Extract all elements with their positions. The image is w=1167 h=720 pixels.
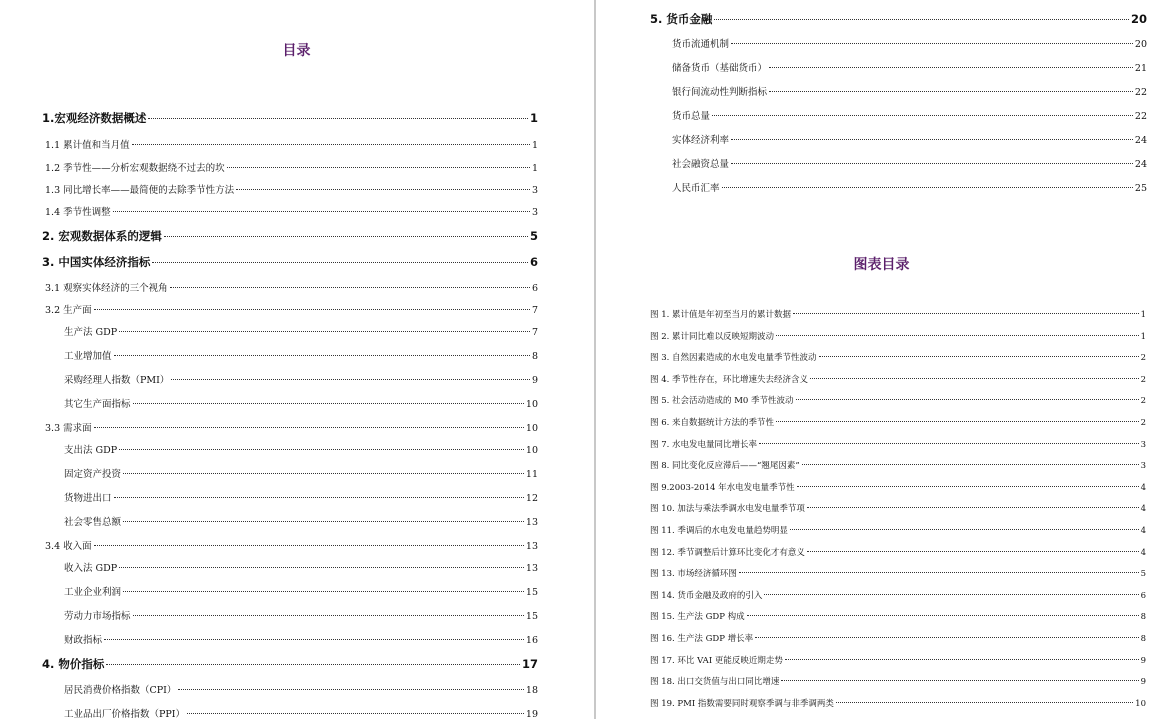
figure-list-item[interactable] bbox=[650, 416, 1146, 428]
toc-entry[interactable] bbox=[672, 84, 1147, 98]
page-number: 15 bbox=[525, 611, 538, 622]
figure-label: 图 7. 水电发电量同比增长率 bbox=[650, 439, 758, 450]
page-number: 12 bbox=[525, 493, 538, 504]
figure-list-item[interactable] bbox=[650, 502, 1146, 514]
dot-leader bbox=[739, 572, 1139, 573]
page-number: 17 bbox=[521, 657, 538, 671]
toc-entry[interactable] bbox=[42, 228, 538, 244]
dot-leader bbox=[712, 115, 1133, 116]
toc-entry-label: 固定资产投资 bbox=[64, 469, 122, 480]
dot-leader bbox=[119, 449, 524, 450]
dot-leader bbox=[807, 507, 1139, 508]
toc-entry[interactable] bbox=[64, 514, 538, 528]
page-number: 13 bbox=[525, 541, 538, 552]
figure-label: 图 18. 出口交货值与出口同比增速 bbox=[650, 677, 780, 688]
page-number: 8 bbox=[531, 351, 538, 362]
dot-leader bbox=[797, 486, 1139, 487]
toc-entry[interactable] bbox=[64, 632, 538, 646]
dot-leader bbox=[123, 473, 524, 474]
page-number: 8 bbox=[1140, 634, 1146, 644]
dot-leader bbox=[755, 637, 1138, 638]
toc-entry-label: 采购经理人指数（PMI） bbox=[64, 375, 170, 386]
dot-leader bbox=[94, 545, 524, 546]
toc-entry[interactable] bbox=[64, 396, 538, 410]
toc-entry[interactable] bbox=[672, 108, 1147, 122]
page-number: 20 bbox=[1130, 12, 1147, 26]
toc-entry-label: 1.4 季节性调整 bbox=[45, 207, 111, 218]
toc-entry-label: 生产法 GDP bbox=[64, 327, 118, 338]
toc-entry[interactable] bbox=[64, 490, 538, 504]
figure-list-item[interactable] bbox=[650, 567, 1146, 579]
figure-label: 图 5. 社会活动造成的 M0 季节性波动 bbox=[650, 396, 794, 407]
dot-leader bbox=[119, 331, 530, 332]
toc-entry[interactable] bbox=[650, 11, 1147, 27]
toc-entry-label: 社会零售总额 bbox=[64, 517, 122, 528]
page-number: 8 bbox=[1140, 612, 1146, 623]
figure-label: 图 12. 季节调整后计算环比变化才有意义 bbox=[650, 547, 805, 558]
page-number: 22 bbox=[1134, 87, 1147, 98]
page-number: 6 bbox=[531, 283, 538, 294]
page-number: 5 bbox=[1140, 569, 1146, 580]
toc-entry[interactable] bbox=[45, 302, 538, 316]
figure-label: 图 16. 生产法 GDP 增长率 bbox=[650, 634, 754, 644]
figure-list-title: 图表目录 bbox=[853, 257, 910, 273]
dot-leader bbox=[171, 379, 530, 380]
figure-label: 图 14. 货币金融及政府的引入 bbox=[650, 590, 763, 601]
dot-leader bbox=[132, 144, 530, 145]
toc-entry-label: 1.2 季节性——分析宏观数据绕不过去的坎 bbox=[45, 163, 225, 174]
toc-entry[interactable] bbox=[64, 560, 538, 574]
page-number: 2 bbox=[1140, 396, 1146, 407]
figure-label: 图 11. 季调后的水电发电量趋势明显 bbox=[650, 526, 788, 536]
toc-entry-label: 支出法 GDP bbox=[64, 445, 118, 456]
dot-leader bbox=[178, 689, 523, 690]
page-number: 19 bbox=[525, 709, 538, 720]
toc-entry-label: 社会融资总量 bbox=[672, 159, 730, 170]
page-number: 9 bbox=[1140, 655, 1146, 666]
page-number: 10 bbox=[525, 399, 538, 410]
dot-leader bbox=[119, 567, 524, 568]
dot-leader bbox=[714, 19, 1129, 20]
figure-label: 图 10. 加法与乘法季调水电发电量季节项 bbox=[650, 504, 805, 515]
toc-entry-label: 货物进出口 bbox=[64, 493, 112, 504]
toc-entry[interactable] bbox=[64, 324, 538, 338]
toc-entry-label: 4. 物价指标 bbox=[42, 657, 105, 671]
toc-entry[interactable] bbox=[64, 466, 538, 480]
dot-leader bbox=[227, 167, 530, 168]
figure-label: 图 1. 累计值是年初至当月的累计数据 bbox=[650, 310, 792, 320]
page-number: 2 bbox=[1140, 353, 1146, 364]
page-number: 1 bbox=[1140, 310, 1146, 320]
toc-entry[interactable] bbox=[45, 280, 538, 294]
toc-entry[interactable] bbox=[45, 420, 538, 434]
dot-leader bbox=[769, 67, 1133, 68]
dot-leader bbox=[106, 664, 520, 665]
page-number: 10 bbox=[525, 423, 538, 434]
figure-list-item[interactable] bbox=[650, 675, 1146, 687]
page-number: 16 bbox=[525, 635, 538, 646]
toc-entry-label: 银行间流动性判断指标 bbox=[672, 87, 768, 98]
figure-label: 图 6. 来自数据统计方法的季节性 bbox=[650, 418, 775, 428]
dot-leader bbox=[113, 211, 530, 212]
dot-leader bbox=[769, 91, 1133, 92]
page-number: 6 bbox=[1140, 590, 1146, 601]
dot-leader bbox=[759, 443, 1139, 444]
toc-entry[interactable] bbox=[42, 656, 538, 672]
toc-entry[interactable] bbox=[45, 137, 538, 151]
dot-leader bbox=[236, 189, 530, 190]
page-number: 3 bbox=[1140, 439, 1146, 450]
page-number: 7 bbox=[531, 305, 538, 316]
dot-leader bbox=[731, 43, 1133, 44]
toc-title: 目录 bbox=[282, 43, 311, 59]
toc-entry[interactable] bbox=[672, 132, 1147, 146]
dot-leader bbox=[781, 680, 1138, 681]
dot-leader bbox=[133, 403, 524, 404]
page-number: 7 bbox=[531, 327, 538, 338]
right-page bbox=[596, 0, 1167, 719]
figure-label: 图 19. PMI 指数需要同时观察季调与非季调两类 bbox=[650, 698, 834, 709]
figure-list-item[interactable] bbox=[650, 308, 1146, 320]
figure-list-item[interactable] bbox=[650, 697, 1146, 709]
figure-label: 图 3. 自然因素造成的水电发电量季节性波动 bbox=[650, 353, 817, 364]
toc-entry-label: 工业企业利润 bbox=[64, 587, 122, 598]
dot-leader bbox=[776, 335, 1139, 336]
dot-leader bbox=[776, 421, 1139, 422]
toc-entry-label: 3.2 生产面 bbox=[45, 305, 92, 316]
toc-entry-label: 工业品出厂价格指数（PPI） bbox=[64, 709, 186, 720]
toc-entry-label: 货币总量 bbox=[672, 111, 711, 122]
toc-entry-label: 1.3 同比增长率——最简便的去除季节性方法 bbox=[45, 185, 235, 196]
dot-leader bbox=[123, 591, 524, 592]
page-number: 11 bbox=[525, 469, 538, 480]
page-number: 20 bbox=[1134, 39, 1147, 50]
toc-entry[interactable] bbox=[672, 60, 1147, 74]
toc-entry[interactable] bbox=[672, 156, 1147, 170]
dot-leader bbox=[187, 713, 524, 714]
toc-entry-label: 收入法 GDP bbox=[64, 563, 118, 574]
dot-leader bbox=[747, 615, 1139, 616]
figure-list-item[interactable] bbox=[650, 459, 1146, 471]
dot-leader bbox=[114, 355, 530, 356]
page-number: 4 bbox=[1140, 504, 1146, 515]
page-number: 1 bbox=[529, 111, 538, 125]
toc-entry[interactable] bbox=[45, 182, 538, 196]
figure-list-item[interactable] bbox=[650, 546, 1146, 558]
page-number: 3 bbox=[531, 207, 538, 218]
page-number: 3 bbox=[531, 185, 538, 196]
page-number: 13 bbox=[525, 517, 538, 528]
dot-leader bbox=[148, 118, 528, 119]
page-number: 4 bbox=[1140, 482, 1146, 493]
dot-leader bbox=[836, 702, 1133, 703]
toc-entry-label: 工业增加值 bbox=[64, 351, 112, 362]
figure-label: 图 17. 环比 VAI 更能反映近期走势 bbox=[650, 655, 783, 666]
figure-label: 图 2. 累计同比难以反映短期波动 bbox=[650, 331, 775, 342]
dot-leader bbox=[152, 262, 528, 263]
page-number: 2 bbox=[1140, 374, 1146, 385]
figure-list-item[interactable] bbox=[650, 394, 1146, 406]
page-number: 4 bbox=[1140, 547, 1146, 558]
dot-leader bbox=[104, 639, 524, 640]
page-number: 1 bbox=[1140, 331, 1146, 342]
toc-entry[interactable] bbox=[672, 36, 1147, 50]
page-number: 2 bbox=[1140, 418, 1146, 428]
dot-leader bbox=[793, 313, 1139, 314]
figure-list-item[interactable] bbox=[650, 524, 1146, 536]
figure-list-item[interactable] bbox=[650, 632, 1146, 644]
page-number: 4 bbox=[1140, 526, 1146, 536]
toc-entry-label: 1.宏观经济数据概述 bbox=[42, 111, 147, 125]
page-number: 1 bbox=[531, 163, 538, 174]
figure-list-item[interactable] bbox=[650, 481, 1146, 493]
dot-leader bbox=[722, 187, 1133, 188]
figure-label: 图 15. 生产法 GDP 构成 bbox=[650, 612, 745, 623]
dot-leader bbox=[731, 139, 1133, 140]
toc-entry-label: 1.1 累计值和当月值 bbox=[45, 140, 130, 151]
page-number: 1 bbox=[531, 140, 538, 151]
toc-entry[interactable] bbox=[64, 584, 538, 598]
figure-list-item[interactable] bbox=[650, 589, 1146, 601]
toc-entry[interactable] bbox=[64, 682, 538, 696]
dot-leader bbox=[94, 427, 524, 428]
page-number: 13 bbox=[525, 563, 538, 574]
toc-entry[interactable] bbox=[64, 608, 538, 622]
page-number: 15 bbox=[525, 587, 538, 598]
dot-leader bbox=[785, 659, 1139, 660]
page-number: 21 bbox=[1134, 63, 1147, 74]
page-number: 9 bbox=[531, 375, 538, 386]
toc-entry-label: 3.1 观察实体经济的三个视角 bbox=[45, 283, 168, 294]
figure-list-item[interactable] bbox=[650, 351, 1146, 363]
dot-leader bbox=[807, 551, 1139, 552]
toc-entry-label: 货币流通机制 bbox=[672, 39, 730, 50]
toc-entry[interactable] bbox=[45, 160, 538, 174]
dot-leader bbox=[796, 399, 1139, 400]
dot-leader bbox=[764, 594, 1138, 595]
dot-leader bbox=[731, 163, 1133, 164]
page-number: 10 bbox=[525, 445, 538, 456]
figure-label: 图 9.2003-2014 年水电发电量季节性 bbox=[650, 482, 795, 493]
page-number: 5 bbox=[529, 229, 538, 243]
page-number: 22 bbox=[1134, 111, 1147, 122]
figure-label: 图 4. 季节性存在，环比增速失去经济含义 bbox=[650, 374, 809, 385]
toc-entry[interactable] bbox=[42, 110, 538, 126]
figure-list-item[interactable] bbox=[650, 330, 1146, 342]
toc-entry[interactable] bbox=[42, 254, 538, 270]
page-number: 24 bbox=[1134, 159, 1147, 170]
figure-list-item[interactable] bbox=[650, 373, 1146, 385]
dot-leader bbox=[133, 615, 524, 616]
page-number: 6 bbox=[529, 255, 538, 269]
page-number: 10 bbox=[1135, 698, 1146, 709]
page-number: 18 bbox=[525, 685, 538, 696]
toc-entry[interactable] bbox=[64, 372, 538, 386]
toc-entry-label: 3.3 需求面 bbox=[45, 423, 92, 434]
toc-entry[interactable] bbox=[45, 538, 538, 552]
dot-leader bbox=[802, 464, 1139, 465]
dot-leader bbox=[94, 309, 530, 310]
toc-entry-label: 其它生产面指标 bbox=[64, 399, 131, 410]
toc-entry-label: 财政指标 bbox=[64, 635, 103, 646]
toc-entry[interactable] bbox=[672, 180, 1147, 194]
page-number: 9 bbox=[1140, 677, 1146, 688]
toc-entry-label: 3. 中国实体经济指标 bbox=[42, 255, 151, 269]
toc-entry-label: 居民消费价格指数（CPI） bbox=[64, 685, 177, 696]
toc-entry-label: 3.4 收入面 bbox=[45, 541, 92, 552]
page-number: 3 bbox=[1140, 461, 1146, 472]
toc-entry-label: 劳动力市场指标 bbox=[64, 611, 131, 622]
toc-entry-label: 2. 宏观数据体系的逻辑 bbox=[42, 229, 162, 243]
figure-label: 图 13. 市场经济循环图 bbox=[650, 569, 737, 580]
figure-list-item[interactable] bbox=[650, 438, 1146, 450]
dot-leader bbox=[114, 497, 524, 498]
dot-leader bbox=[810, 378, 1139, 379]
toc-entry[interactable] bbox=[64, 442, 538, 456]
toc-entry-label: 实体经济利率 bbox=[672, 135, 730, 146]
dot-leader bbox=[123, 521, 524, 522]
figure-label: 图 8. 同比变化反应滞后——“翘尾因素” bbox=[650, 461, 800, 472]
figure-list-item[interactable] bbox=[650, 654, 1146, 666]
toc-entry[interactable] bbox=[64, 348, 538, 362]
page-number: 24 bbox=[1134, 135, 1147, 146]
dot-leader bbox=[790, 529, 1139, 530]
dot-leader bbox=[164, 236, 528, 237]
toc-entry[interactable] bbox=[64, 706, 538, 720]
toc-entry-label: 人民币汇率 bbox=[672, 183, 720, 194]
toc-entry-label: 5. 货币金融 bbox=[650, 12, 713, 26]
dot-leader bbox=[170, 287, 530, 288]
toc-entry[interactable] bbox=[45, 204, 538, 218]
toc-entry-label: 储备货币（基础货币） bbox=[672, 63, 768, 74]
page-number: 25 bbox=[1134, 183, 1147, 194]
dot-leader bbox=[819, 356, 1139, 357]
figure-list-item[interactable] bbox=[650, 610, 1146, 622]
